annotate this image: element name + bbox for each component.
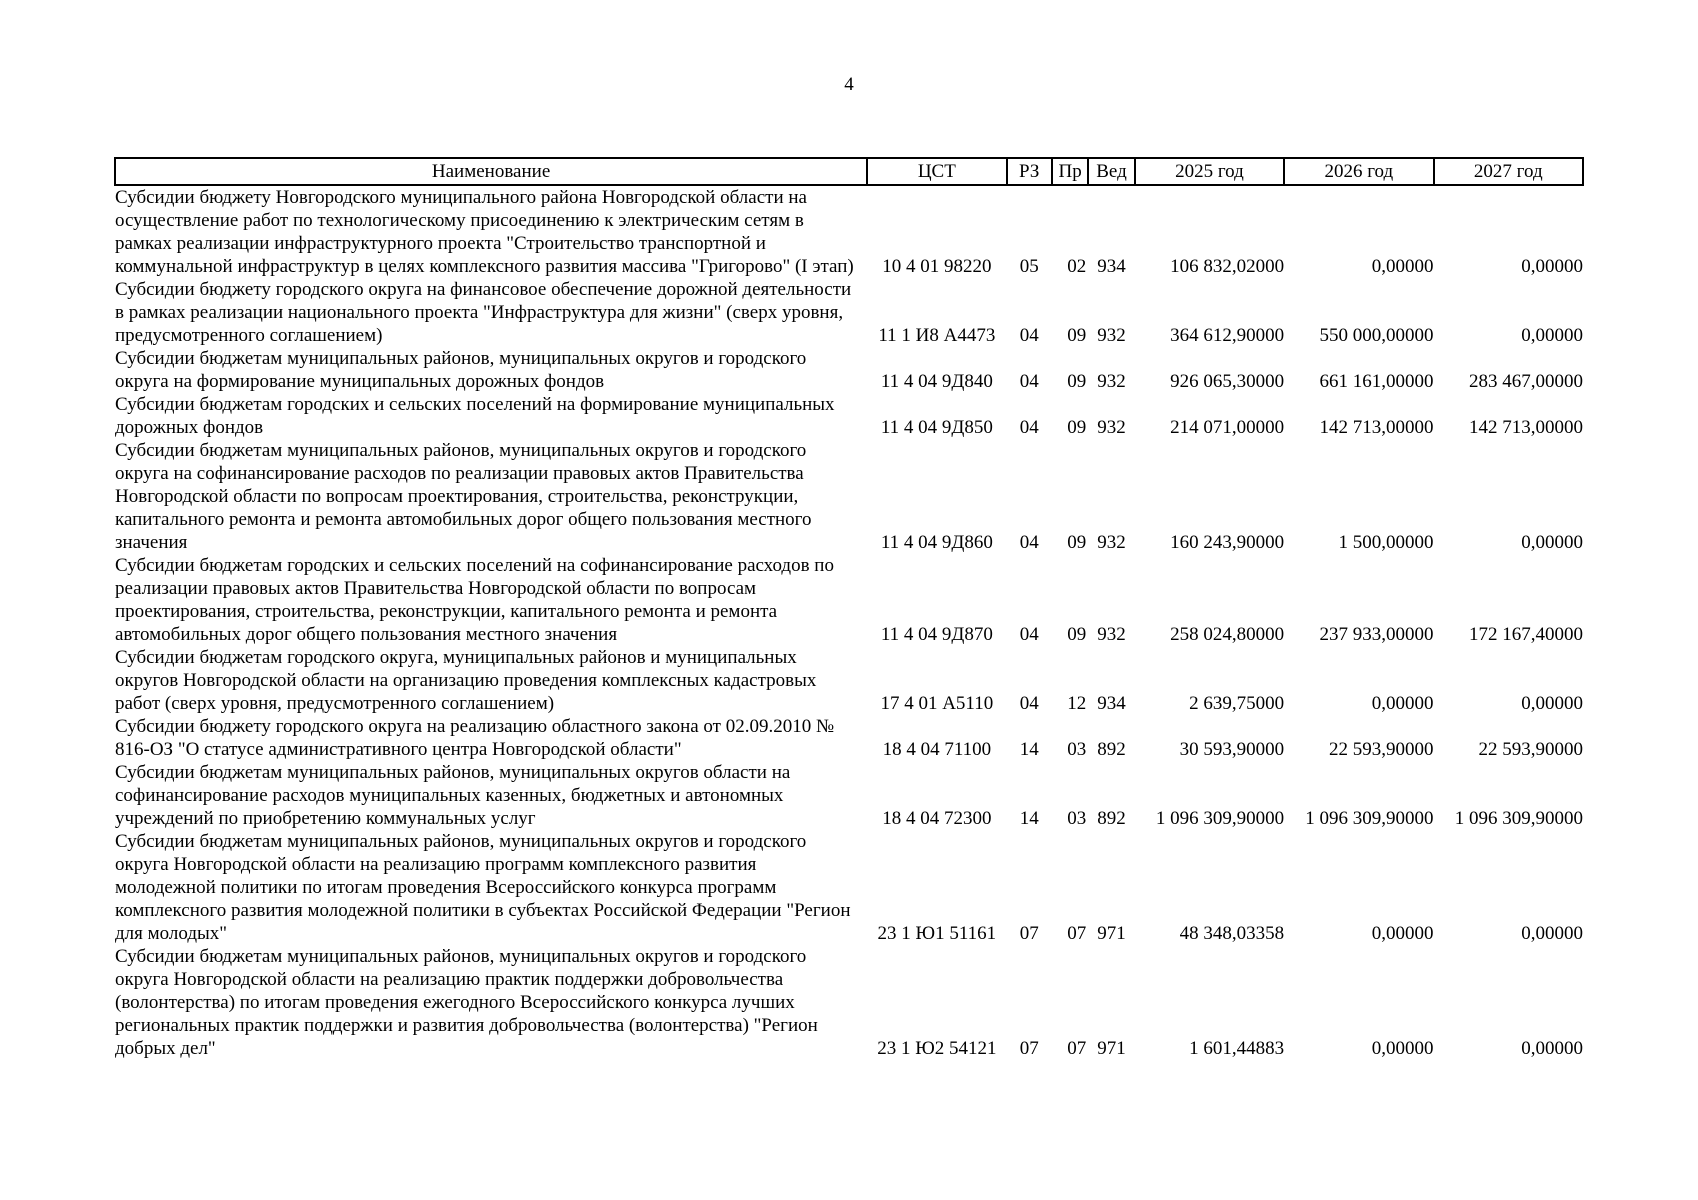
row-2025: 160 243,90000 bbox=[1170, 532, 1285, 553]
header-pr: Пр bbox=[1052, 158, 1088, 185]
row-rz: 04 bbox=[1019, 417, 1039, 438]
row-2025: 30 593,90000 bbox=[1179, 739, 1285, 760]
table-row bbox=[115, 646, 1583, 715]
row-cst: 11 4 04 9Д870 bbox=[880, 624, 993, 645]
row-2026: 0,00000 bbox=[1371, 923, 1434, 944]
row-pr: 09 bbox=[1067, 325, 1087, 346]
row-2025: 48 348,03358 bbox=[1179, 923, 1285, 944]
row-pr: 09 bbox=[1067, 371, 1087, 392]
table-row bbox=[115, 393, 1583, 439]
row-rz: 07 bbox=[1019, 1038, 1039, 1059]
header-row bbox=[115, 158, 1583, 185]
row-2027: 0,00000 bbox=[1521, 532, 1583, 553]
row-cst: 18 4 04 71100 bbox=[882, 739, 992, 760]
header-rz: РЗ bbox=[1007, 158, 1052, 185]
row-cst: 11 4 04 9Д850 bbox=[880, 417, 993, 438]
row-2027: 142 713,00000 bbox=[1469, 417, 1583, 438]
row-ved: 892 bbox=[1097, 808, 1126, 829]
row-2027: 22 593,90000 bbox=[1478, 739, 1583, 760]
row-pr: 07 bbox=[1067, 923, 1087, 944]
table-row bbox=[115, 439, 1583, 554]
row-pr: 02 bbox=[1067, 256, 1087, 277]
row-2025: 2 639,75000 bbox=[1189, 693, 1285, 714]
row-2026: 661 161,00000 bbox=[1319, 371, 1434, 392]
row-pr: 03 bbox=[1067, 739, 1087, 760]
row-2025: 214 071,00000 bbox=[1170, 417, 1285, 438]
row-name: Субсидии бюджетам муниципальных районов, муниципальных округов и городского округа Новгородской области на реализацию программ комплексного развития молодежной политики по итогам проведения Всероссийского конкурса программ комплексного развития молодежной политики в субъектах Российской Федерации "Регион для молодых" bbox=[115, 831, 851, 944]
table-row bbox=[115, 347, 1583, 393]
table-row bbox=[115, 554, 1583, 646]
header-ved: Вед bbox=[1088, 158, 1134, 185]
row-2026: 1 500,00000 bbox=[1338, 532, 1434, 553]
header-cst: ЦСТ bbox=[867, 158, 1006, 185]
row-2026: 22 593,90000 bbox=[1329, 739, 1434, 760]
row-cst: 11 4 04 9Д840 bbox=[880, 371, 993, 392]
table-row bbox=[115, 185, 1583, 278]
row-name: Субсидии бюджетам городского округа, муниципальных районов и муниципальных округов Новгородской области на организацию проведения комплексных кадастровых работ (сверх уровня, предусмотренного соглашением) bbox=[115, 647, 817, 714]
row-ved: 932 bbox=[1097, 417, 1126, 438]
row-rz: 14 bbox=[1019, 739, 1039, 760]
row-2027: 0,00000 bbox=[1521, 923, 1583, 944]
row-rz: 07 bbox=[1019, 923, 1039, 944]
row-pr: 09 bbox=[1067, 624, 1087, 645]
row-name: Субсидии бюджету городского округа на реализацию областного закона от 02.09.2010 № 816-ОЗ "О статусе административного центра Новгородской области" bbox=[115, 716, 835, 760]
row-ved: 892 bbox=[1097, 739, 1126, 760]
table-body bbox=[115, 185, 1583, 1060]
row-2026: 0,00000 bbox=[1371, 693, 1434, 714]
row-2025: 1 601,44883 bbox=[1189, 1038, 1285, 1059]
table-row bbox=[115, 761, 1583, 830]
row-rz: 05 bbox=[1019, 256, 1039, 277]
row-2026: 0,00000 bbox=[1371, 256, 1434, 277]
row-rz: 04 bbox=[1019, 371, 1039, 392]
row-2027: 0,00000 bbox=[1521, 693, 1583, 714]
row-2027: 0,00000 bbox=[1521, 256, 1583, 277]
row-2025: 1 096 309,90000 bbox=[1155, 808, 1285, 829]
table-row bbox=[115, 278, 1583, 347]
row-cst: 11 4 04 9Д860 bbox=[880, 532, 993, 553]
row-2026: 237 933,00000 bbox=[1319, 624, 1434, 645]
row-rz: 04 bbox=[1019, 693, 1039, 714]
row-ved: 932 bbox=[1097, 371, 1126, 392]
row-rz: 14 bbox=[1019, 808, 1039, 829]
row-rz: 04 bbox=[1019, 532, 1039, 553]
row-cst: 23 1 Ю2 54121 bbox=[877, 1038, 997, 1059]
table-row bbox=[115, 830, 1583, 945]
row-cst: 18 4 04 72300 bbox=[882, 808, 992, 829]
table-row bbox=[115, 945, 1583, 1060]
header-2025: 2025 год bbox=[1135, 158, 1284, 185]
row-pr: 07 bbox=[1067, 1038, 1087, 1059]
row-ved: 932 bbox=[1097, 532, 1126, 553]
row-name: Субсидии бюджетам городских и сельских поселений на формирование муниципальных дорожных фондов bbox=[115, 394, 835, 438]
row-2025: 258 024,80000 bbox=[1170, 624, 1285, 645]
row-name: Субсидии бюджетам муниципальных районов, муниципальных округов и городского округа на формирование муниципальных дорожных фондов bbox=[115, 348, 807, 392]
row-name: Субсидии бюджету городского округа на финансовое обеспечение дорожной деятельности в рамках реализации национального проекта "Инфраструктура для жизни" (сверх уровня, предусмотренного соглашением) bbox=[115, 279, 852, 346]
row-name: Субсидии бюджетам муниципальных районов, муниципальных округов области на софинансирование расходов муниципальных казенных, бюджетных и автономных учреждений по приобретению коммунальных услуг bbox=[115, 762, 791, 829]
row-ved: 934 bbox=[1097, 693, 1126, 714]
row-pr: 12 bbox=[1067, 693, 1087, 714]
header-2026: 2026 год bbox=[1284, 158, 1433, 185]
row-name: Субсидии бюджету Новгородского муниципального района Новгородской области на осуществление работ по технологическому присоединению к электрическим сетям в рамках реализации инфраструктурного проекта "Строительство транспортной и коммунальной инфраструктур в целях комплексного развития массива "Григорово" (I этап) bbox=[115, 187, 854, 277]
row-2026: 0,00000 bbox=[1371, 1038, 1434, 1059]
row-cst: 11 1 И8 А4473 bbox=[878, 325, 996, 346]
row-pr: 09 bbox=[1067, 417, 1087, 438]
row-2027: 172 167,40000 bbox=[1469, 624, 1583, 645]
page-number: 4 bbox=[844, 74, 854, 95]
row-ved: 932 bbox=[1097, 624, 1126, 645]
row-cst: 10 4 01 98220 bbox=[882, 256, 992, 277]
row-2026: 1 096 309,90000 bbox=[1305, 808, 1434, 829]
row-pr: 09 bbox=[1067, 532, 1087, 553]
row-rz: 04 bbox=[1019, 325, 1039, 346]
row-2025: 926 065,30000 bbox=[1170, 371, 1285, 392]
row-ved: 971 bbox=[1097, 1038, 1126, 1059]
row-name: Субсидии бюджетам муниципальных районов, муниципальных округов и городского округа на софинансирование расходов по реализации правовых актов Правительства Новгородской области по вопросам проектирования, строительства, реконструкции, капитального ремонта и ремонта автомобильных дорог общего пользования местного значения bbox=[115, 440, 812, 553]
row-2027: 0,00000 bbox=[1521, 325, 1583, 346]
row-2027: 1 096 309,90000 bbox=[1454, 808, 1583, 829]
row-ved: 971 bbox=[1097, 923, 1126, 944]
row-cst: 23 1 Ю1 51161 bbox=[877, 923, 997, 944]
row-2025: 106 832,02000 bbox=[1170, 256, 1285, 277]
row-2025: 364 612,90000 bbox=[1170, 325, 1285, 346]
row-ved: 934 bbox=[1097, 256, 1126, 277]
row-ved: 932 bbox=[1097, 325, 1126, 346]
row-2026: 142 713,00000 bbox=[1319, 417, 1434, 438]
row-name: Субсидии бюджетам муниципальных районов, муниципальных округов и городского округа Новгородской области на реализацию практик поддержки добровольчества (волонтерства) по итогам проведения ежегодного Всероссийского конкурса лучших региональных практик поддержки и развития добровольчества (волонтерства) "Регион добрых дел" bbox=[115, 946, 818, 1059]
row-2026: 550 000,00000 bbox=[1319, 325, 1434, 346]
row-name: Субсидии бюджетам городских и сельских поселений на софинансирование расходов по реализации правовых актов Правительства Новгородской области по вопросам проектирования, строительства, реконструкции, капитального ремонта и ремонта автомобильных дорог общего пользования местного значения bbox=[115, 555, 834, 645]
row-rz: 04 bbox=[1019, 624, 1039, 645]
header-name: Наименование bbox=[115, 158, 867, 185]
budget-table bbox=[114, 157, 1584, 1060]
header-2027: 2027 год bbox=[1434, 158, 1583, 185]
row-2027: 283 467,00000 bbox=[1469, 371, 1583, 392]
row-2027: 0,00000 bbox=[1521, 1038, 1583, 1059]
table-row bbox=[115, 715, 1583, 761]
row-pr: 03 bbox=[1067, 808, 1087, 829]
row-cst: 17 4 01 А5110 bbox=[880, 693, 994, 714]
table-header bbox=[115, 158, 1583, 185]
